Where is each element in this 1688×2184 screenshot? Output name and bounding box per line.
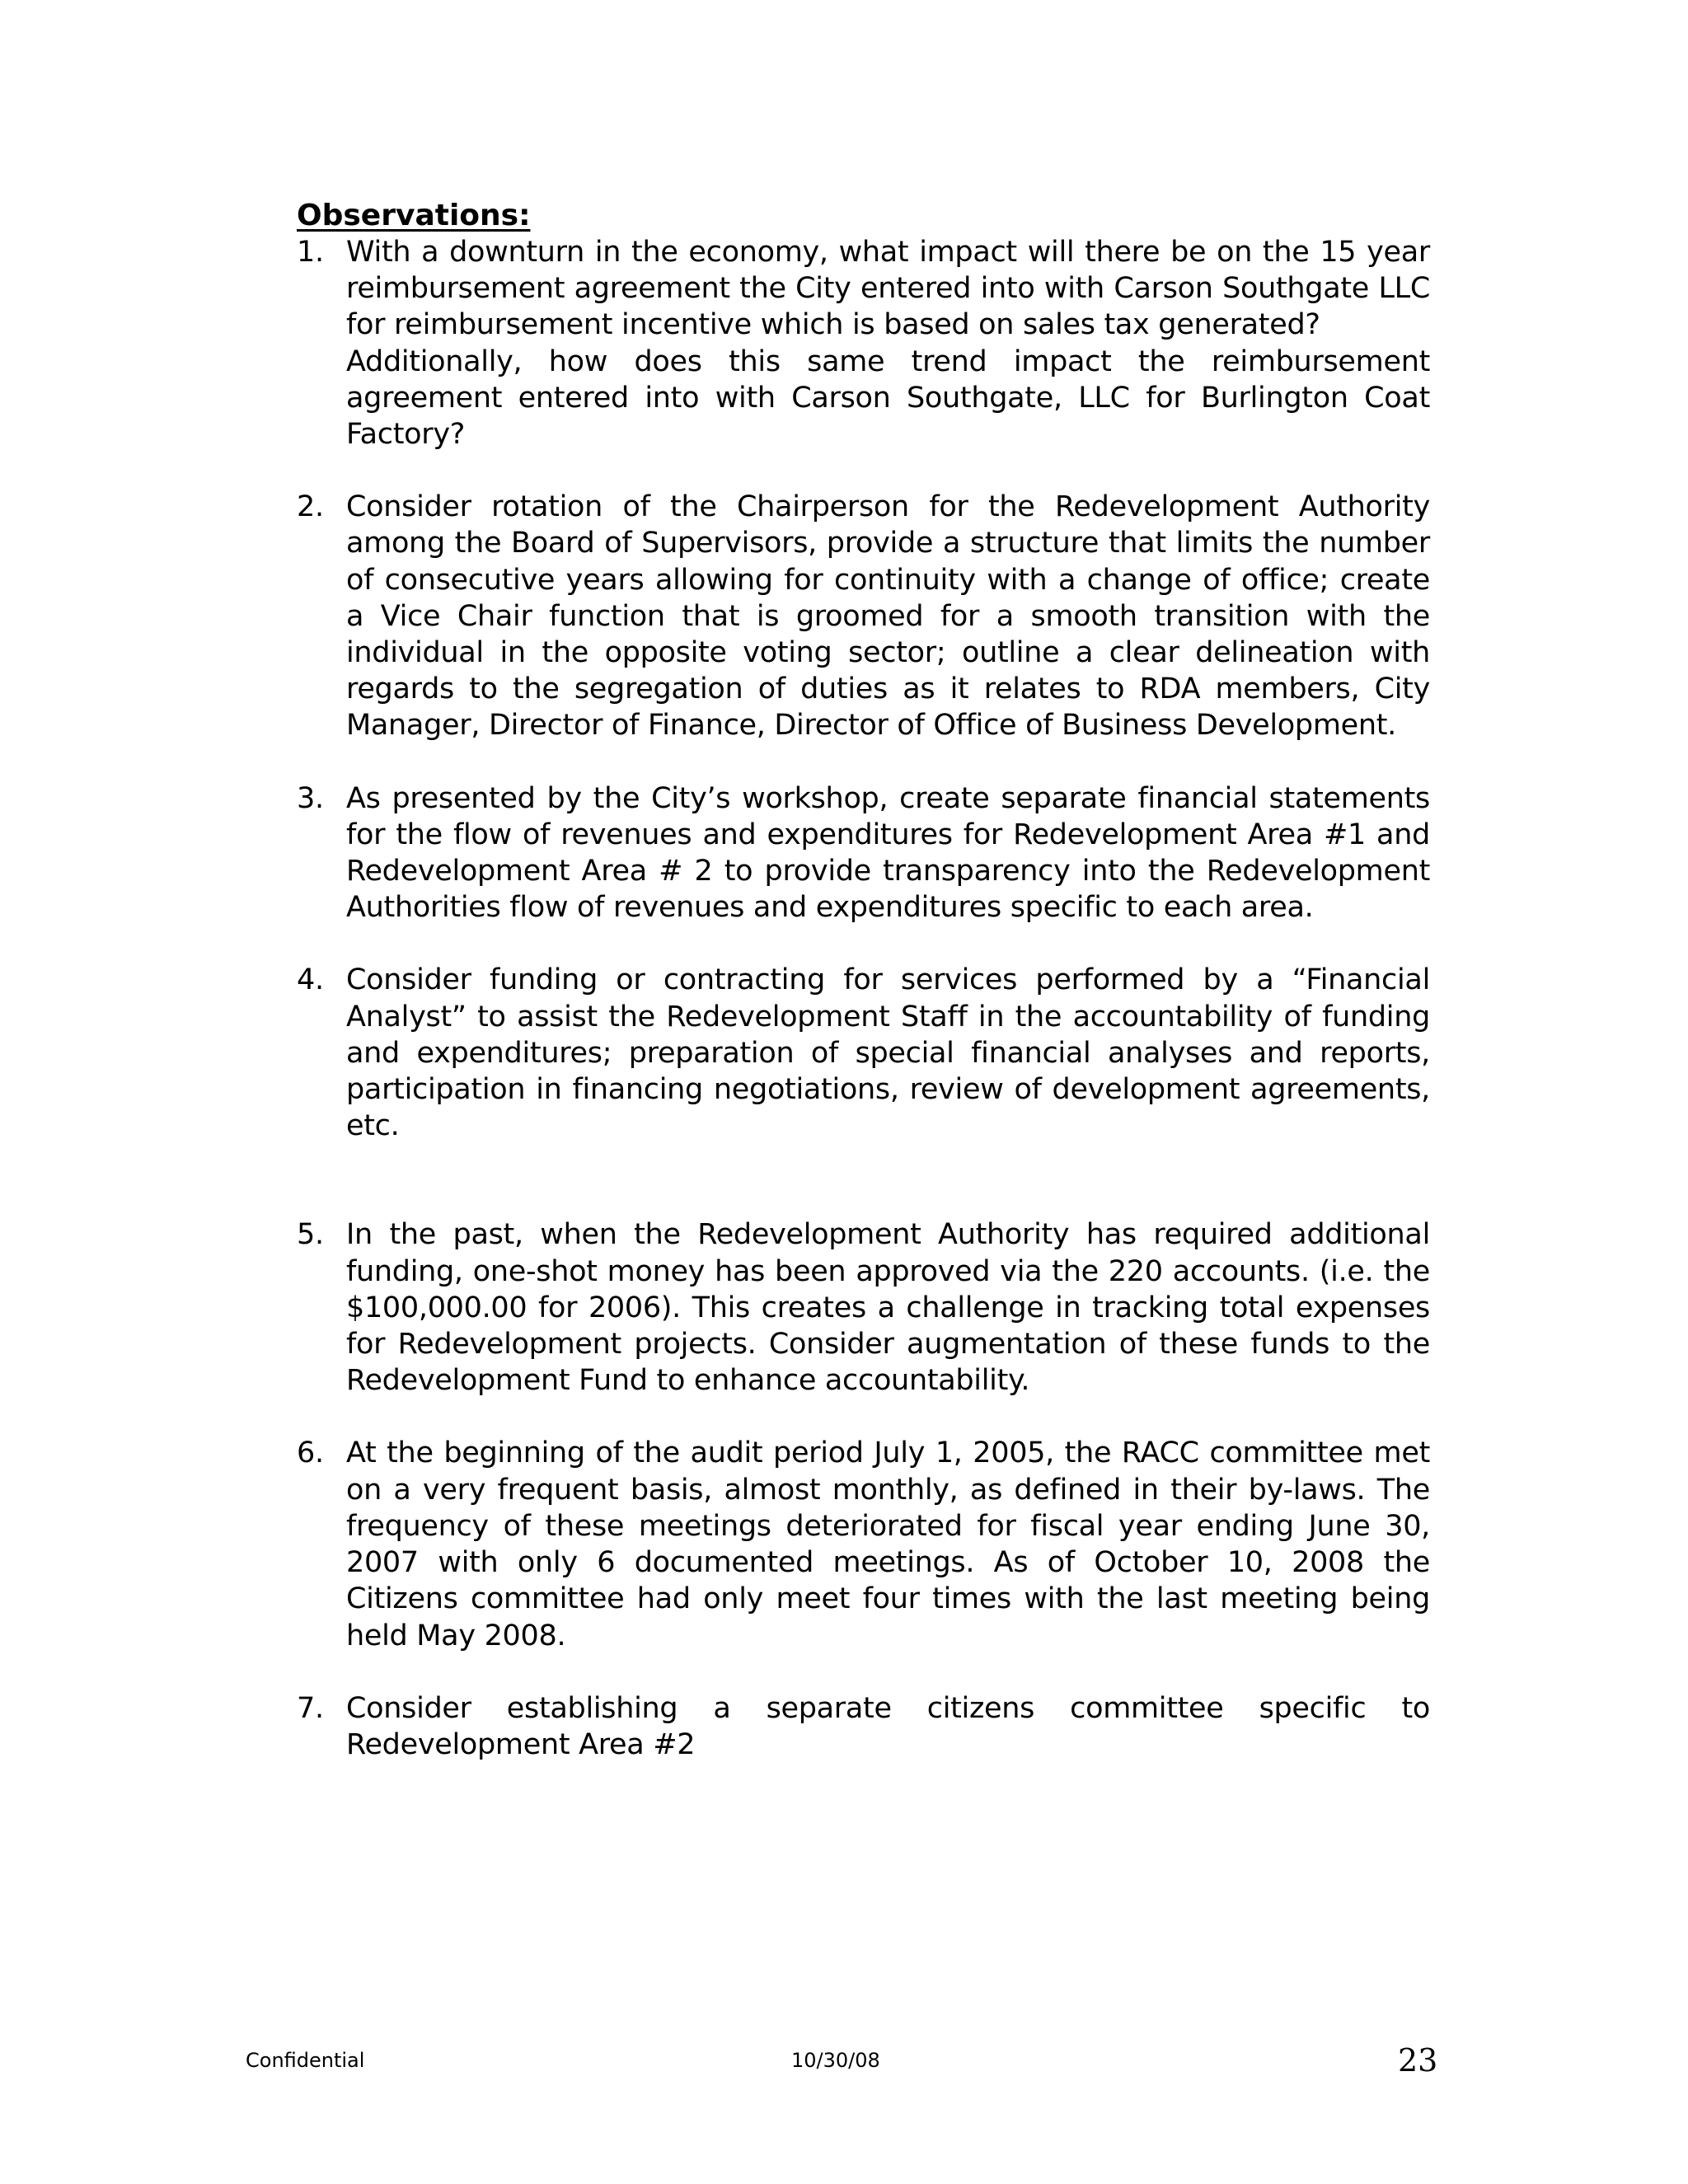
item-number: 1. bbox=[297, 236, 324, 269]
item-text: Consider establishing a separate citizens committee specific to Redevelopment Area #2 bbox=[346, 1691, 1430, 1761]
list-item-4 bbox=[297, 962, 1430, 1144]
footer-confidential: Confidential bbox=[246, 2049, 365, 2072]
footer-date: 10/30/08 bbox=[791, 2049, 880, 2072]
item-text: With a downturn in the economy, what impact will there be on the 15 year reimbursement agreement the City entered into with Carson Southgate LLC for reimbursement incentive which is based on sales tax generated? bbox=[346, 236, 1430, 342]
list-item-7 bbox=[297, 1690, 1430, 1763]
item-text-additional: Additionally, how does this same trend impact the reimbursement agreement entered into with Carson Southgate, LLC for Burlington Coat Factory? bbox=[346, 344, 1430, 452]
list-item-3 bbox=[297, 780, 1430, 926]
item-text: At the beginning of the audit period July 1, 2005, the RACC committee met on a very frequent basis, almost monthly, as defined in their by-laws. The frequency of these meetings deteriorated for fiscal year ending June 30, 2007 with only 6 documented meetings. As of October 10, 2008 the Citizens committee had only meet four times with the last meeting being held May 2008. bbox=[346, 1436, 1430, 1652]
item-text: Consider funding or contracting for services performed by a “Financial Analyst” to assist the Redevelopment Staff in the accountability of funding and expenditures; preparation of special financial analyses and reports, participation in financing negotiations, review of development agreements, etc. bbox=[346, 963, 1430, 1143]
item-number: 4. bbox=[297, 963, 324, 997]
list-item-2 bbox=[297, 489, 1430, 743]
item-number: 3. bbox=[297, 781, 324, 815]
item-number: 7. bbox=[297, 1691, 324, 1725]
item-text: Consider rotation of the Chairperson for the Redevelopment Authority among the Board of Supervisors, provide a structure that limits the number of consecutive years allowing for continuity with a change of office; create a Vice Chair function that is groomed for a smooth transition with the individual in the opposite voting sector; outline a clear delineation with regards to the segregation of duties as it relates to RDA members, City Manager, Director of Finance, Director of Office of Business Development. bbox=[346, 490, 1430, 743]
page-number: 23 bbox=[1398, 2042, 1438, 2079]
list-item-6 bbox=[297, 1435, 1430, 1653]
item-number: 2. bbox=[297, 490, 324, 524]
observations-section bbox=[297, 198, 1430, 1763]
item-text: As presented by the City’s workshop, create separate financial statements for the flow of revenues and expenditures for Redevelopment Area #1 and Redevelopment Area # 2 to provide transparency into the Redevelopment Authorities flow of revenues and expenditures specific to each area. bbox=[346, 781, 1430, 925]
item-number: 6. bbox=[297, 1436, 324, 1470]
list-item-1 bbox=[297, 234, 1430, 452]
section-heading: Observations: bbox=[297, 199, 531, 232]
item-number: 5. bbox=[297, 1218, 324, 1252]
item-text: In the past, when the Redevelopment Authority has required additional funding, one-shot money has been approved via the 220 accounts. (i.e. the $100,000.00 for 2006). This creates a challenge in tracking total expenses for Redevelopment projects. Consider augmentation of these funds to the Redevelopment Fund to enhance accountability. bbox=[346, 1218, 1430, 1398]
list-item-5 bbox=[297, 1216, 1430, 1399]
